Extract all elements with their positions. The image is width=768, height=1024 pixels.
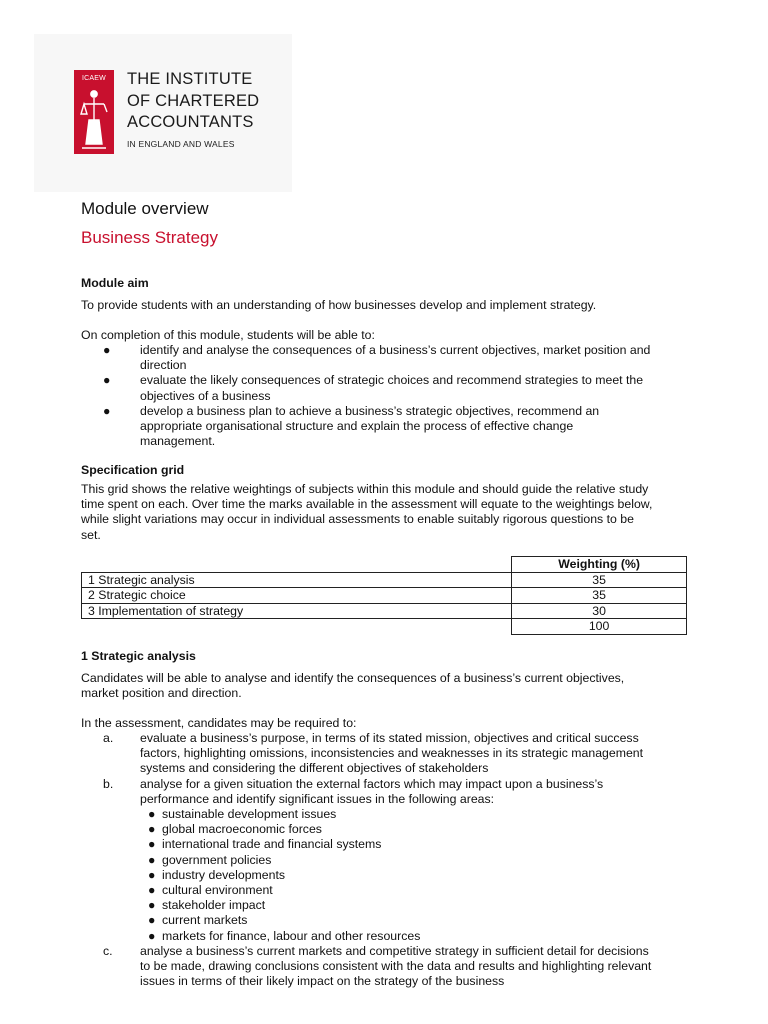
- weighting-table: [81, 556, 687, 635]
- sub-list-item: [140, 913, 691, 928]
- list-item-label: c.: [103, 943, 113, 958]
- sub-list-item-text: current markets: [162, 913, 248, 928]
- logo-mark-text: ICAEW: [82, 75, 106, 82]
- section1-heading: 1 Strategic analysis: [81, 649, 196, 663]
- bullet-icon: ●: [148, 822, 156, 837]
- assessment-intro: In the assessment, candidates may be required to:: [81, 716, 357, 730]
- list-item-line: performance and identify significant issues in the following areas:: [140, 791, 495, 806]
- sub-list-item: [140, 853, 691, 868]
- table-total-row: [82, 619, 687, 635]
- objectives-list: [81, 343, 691, 449]
- list-item-line: direction: [140, 358, 187, 373]
- list-item-label: a.: [103, 731, 114, 745]
- text-line: time spent on each. Over time the marks available in the assessment will equate to the weightings below,: [81, 497, 653, 512]
- list-item: [81, 404, 691, 450]
- weighting-column-header: Weighting (%): [512, 557, 687, 573]
- list-item: [81, 777, 691, 944]
- table-row: [82, 603, 687, 619]
- list-item-line: systems and considering the different objectives of stakeholders: [140, 761, 489, 776]
- sub-list-item: [140, 898, 691, 913]
- table-row: [82, 588, 687, 604]
- sub-list-item: [140, 929, 691, 944]
- weight-cell: 35: [512, 572, 687, 588]
- list-item: [81, 944, 691, 990]
- sub-list-item: [140, 807, 691, 822]
- bullet-icon: ●: [103, 343, 111, 357]
- subject-cell: 3 Implementation of strategy: [82, 603, 512, 619]
- bullet-icon: ●: [148, 913, 156, 928]
- external-factors-list: [140, 807, 691, 944]
- list-item-line: factors, highlighting omissions, inconsistencies and weaknesses in its strategic management: [140, 746, 644, 761]
- sub-list-item-text: markets for finance, labour and other resources: [162, 928, 421, 943]
- list-item-line: evaluate a business’s purpose, in terms of its stated mission, objectives and critical success: [140, 731, 639, 745]
- bullet-icon: ●: [148, 867, 156, 882]
- module-aim-intro: On completion of this module, students will be able to:: [81, 328, 375, 342]
- bullet-icon: ●: [103, 373, 111, 388]
- bullet-icon: ●: [148, 928, 156, 943]
- list-item-line: issues in terms of their likely impact on the strategy of the business: [140, 974, 505, 989]
- sub-list-item-text: government policies: [162, 852, 272, 867]
- list-item-line: to be made, drawing conclusions consistent with the data and results and highlighting relevant: [140, 959, 652, 974]
- page-title: Module overview: [81, 199, 209, 218]
- weight-cell: 30: [512, 603, 687, 619]
- subject-cell: 1 Strategic analysis: [82, 572, 512, 588]
- sub-list-item: [140, 868, 691, 883]
- bullet-icon: ●: [148, 852, 156, 867]
- module-aim-text: To provide students with an understanding of how businesses develop and implement strategy.: [81, 298, 597, 312]
- list-item-line: appropriate organisational structure and explain the process of effective change: [140, 419, 574, 434]
- section1-intro: [81, 671, 691, 701]
- weight-cell: 35: [512, 588, 687, 604]
- sub-list-item: [140, 822, 691, 837]
- text-line: set.: [81, 527, 101, 542]
- list-item-line: management.: [140, 434, 216, 449]
- sub-list-item-text: sustainable development issues: [162, 807, 337, 822]
- sub-list-item-text: cultural environment: [162, 883, 273, 898]
- sub-list-item-text: industry developments: [162, 867, 286, 882]
- logo-line-1: THE INSTITUTE: [127, 70, 253, 88]
- list-item-line: analyse for a given situation the external factors which may impact upon a business’s: [140, 776, 604, 791]
- list-item-line: analyse a business’s current markets and competitive strategy in sufficient detail for decisions: [140, 943, 649, 958]
- list-item-line: objectives of a business: [140, 388, 271, 403]
- list-item-line: identify and analyse the consequences of a business’s current objectives, market position and: [140, 343, 651, 357]
- logo-line-3: ACCOUNTANTS: [127, 113, 254, 131]
- sub-list-item: [140, 837, 691, 852]
- spec-grid-text: [81, 482, 691, 543]
- sub-list-item-text: global macroeconomic forces: [162, 822, 322, 837]
- bullet-icon: ●: [148, 898, 156, 913]
- module-aim-heading: Module aim: [81, 276, 149, 290]
- total-cell: 100: [512, 619, 687, 635]
- bullet-icon: ●: [148, 883, 156, 898]
- list-item: [81, 373, 691, 403]
- text-line: Candidates will be able to analyse and identify the consequences of a business’s current objectives,: [81, 671, 625, 685]
- spec-grid-heading: Specification grid: [81, 463, 185, 477]
- logo-line-2: OF CHARTERED: [127, 92, 260, 110]
- list-item: [81, 343, 691, 373]
- justice-figure-icon: [80, 86, 108, 150]
- table-cell: [82, 619, 512, 635]
- table-cell: [82, 557, 512, 573]
- page-subtitle: Business Strategy: [81, 228, 219, 247]
- list-item: [81, 731, 691, 777]
- sub-list-item: [140, 883, 691, 898]
- icaew-logo-mark: [74, 70, 114, 154]
- text-line: This grid shows the relative weightings of subjects within this module and should guide the relative study: [81, 482, 649, 496]
- list-item-line: evaluate the likely consequences of strategic choices and recommend strategies to meet the: [140, 373, 644, 388]
- bullet-icon: ●: [148, 807, 156, 822]
- table-header-row: [82, 557, 687, 573]
- list-item-line: develop a business plan to achieve a business’s strategic objectives, recommend an: [140, 403, 600, 418]
- logo-subline: IN ENGLAND AND WALES: [127, 139, 235, 149]
- subject-cell: 2 Strategic choice: [82, 588, 512, 604]
- bullet-icon: ●: [103, 403, 111, 418]
- bullet-icon: ●: [148, 837, 156, 852]
- sub-list-item-text: stakeholder impact: [162, 898, 266, 913]
- text-line: while slight variations may occur in individual assessments to enable suitably rigorous questions to be: [81, 512, 634, 527]
- sub-list-item-text: international trade and financial systems: [162, 837, 382, 852]
- list-item-label: b.: [103, 776, 114, 791]
- table-row: [82, 572, 687, 588]
- assessment-list: [81, 731, 691, 989]
- text-line: market position and direction.: [81, 686, 242, 701]
